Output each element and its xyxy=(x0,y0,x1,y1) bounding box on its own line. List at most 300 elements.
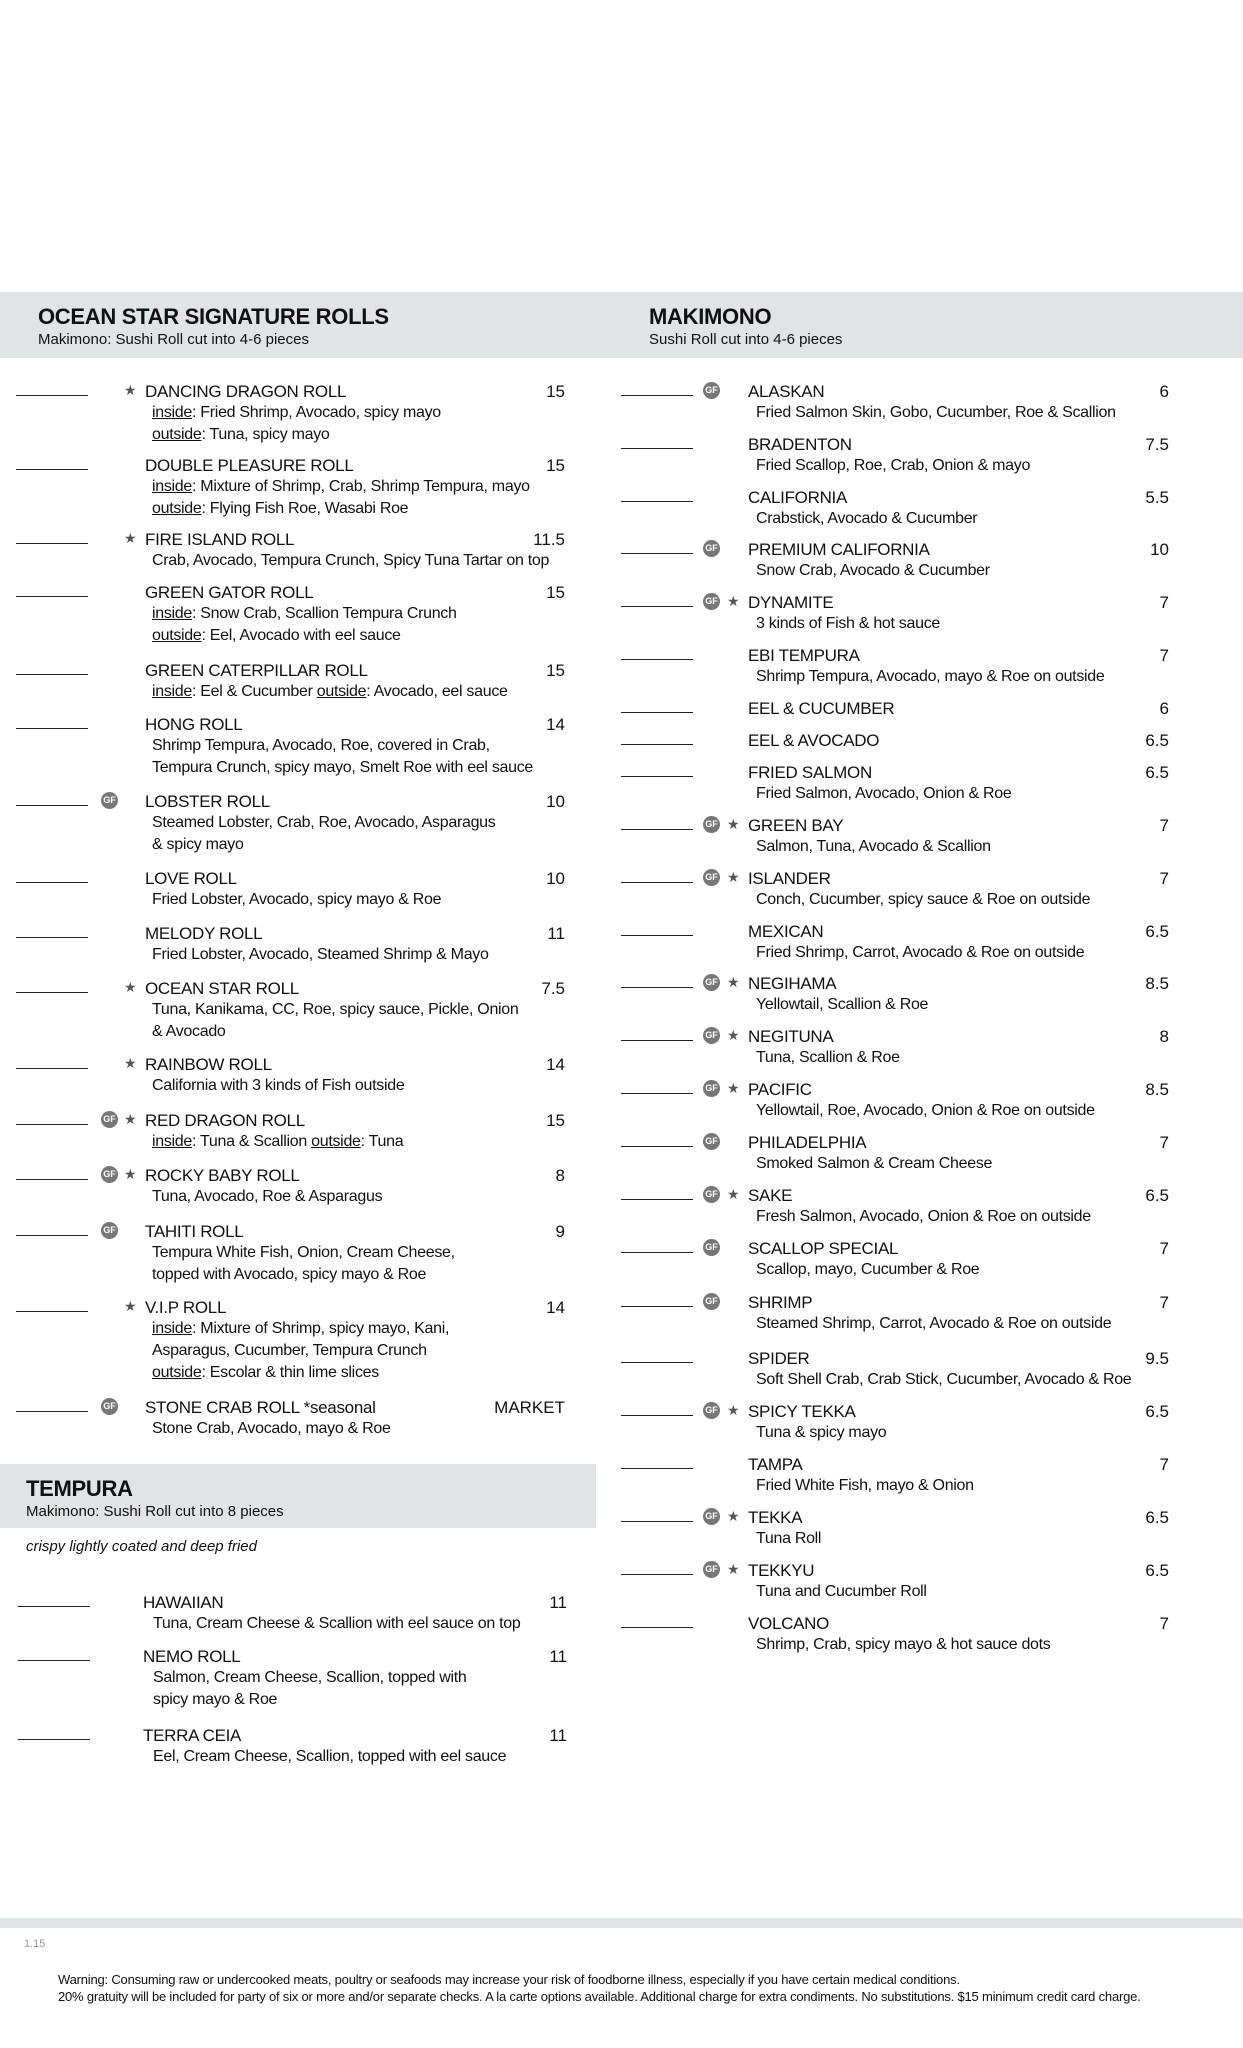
item-name: GREEN GATOR ROLL xyxy=(145,583,314,602)
version-label: 1.15 xyxy=(24,1938,46,1950)
underlined-label: outside xyxy=(152,500,202,517)
item-description xyxy=(152,424,330,446)
item-description xyxy=(152,681,508,703)
item-name: ISLANDER xyxy=(748,869,831,888)
item-description xyxy=(152,889,441,911)
star-icon: ★ xyxy=(727,1402,740,1418)
item-description xyxy=(756,783,1011,805)
item-description xyxy=(152,1242,455,1264)
warning-text: Warning: Consuming raw or undercooked meats, poultry or seafoods may increase your risk of foodborne illness, especially if you have certain medical conditions. xyxy=(58,1972,960,1987)
description-text: : Tuna xyxy=(360,1133,404,1150)
item-description xyxy=(152,1362,379,1384)
order-blank-line[interactable] xyxy=(16,728,88,729)
item-description xyxy=(756,1634,1051,1656)
item-description xyxy=(152,1418,391,1440)
underlined-label: outside xyxy=(316,683,367,700)
order-blank-line[interactable] xyxy=(16,1124,88,1125)
description-text: Yellowtail, Roe, Avocado, Onion & Roe on outside xyxy=(756,1102,1095,1119)
item-name: HONG ROLL xyxy=(145,715,243,734)
order-blank-line[interactable] xyxy=(621,1468,693,1469)
item-price: 14 xyxy=(546,715,565,734)
item-description xyxy=(756,836,991,858)
item-price: 7 xyxy=(1159,1239,1169,1258)
item-name: TEKKYU xyxy=(748,1561,815,1580)
description-text: Stone Crab, Avocado, mayo & Roe xyxy=(152,1420,391,1437)
star-icon: ★ xyxy=(124,1166,137,1182)
item-name: NEGIHAMA xyxy=(748,974,837,993)
description-text: : Tuna & Scallion xyxy=(192,1133,312,1150)
description-text: Tuna Roll xyxy=(756,1530,822,1547)
underlined-label: inside xyxy=(152,1133,193,1150)
item-name: PACIFIC xyxy=(748,1080,812,1099)
description-text: Conch, Cucumber, spicy sauce & Roe on outside xyxy=(756,891,1091,908)
description-text: Smoked Salmon & Cream Cheese xyxy=(756,1155,993,1172)
gluten-free-icon: GF xyxy=(703,1027,720,1044)
description-text: Crab, Avocado, Tempura Crunch, Spicy Tuna Tartar on top xyxy=(152,552,550,569)
order-blank-line[interactable] xyxy=(621,1093,693,1094)
item-description xyxy=(756,942,1084,964)
star-icon: ★ xyxy=(727,816,740,832)
item-description xyxy=(756,666,1104,688)
order-blank-line[interactable] xyxy=(18,1739,90,1740)
description-text: Asparagus, Cucumber, Tempura Crunch xyxy=(152,1342,427,1359)
section-title: TEMPURA xyxy=(26,1476,133,1501)
item-price: 8 xyxy=(555,1166,565,1185)
description-text: & Avocado xyxy=(152,1023,226,1040)
item-description xyxy=(153,1746,506,1768)
gluten-free-icon: GF xyxy=(703,1133,720,1150)
item-name: GREEN CATERPILLAR ROLL xyxy=(145,661,368,680)
order-blank-line[interactable] xyxy=(621,1415,693,1416)
description-text: Salmon, Tuna, Avocado & Scallion xyxy=(756,838,991,855)
item-description xyxy=(152,1318,449,1340)
description-text: Fried Scallop, Roe, Crab, Onion & mayo xyxy=(756,457,1031,474)
item-price: 8.5 xyxy=(1145,974,1169,993)
item-description xyxy=(152,603,457,625)
item-description xyxy=(152,402,441,424)
item-price: 6.5 xyxy=(1145,1186,1169,1205)
item-description xyxy=(756,508,977,530)
star-icon: ★ xyxy=(727,1080,740,1096)
description-text: : Avocado, eel sauce xyxy=(366,683,508,700)
tempura-header xyxy=(0,1464,596,1528)
description-text: : Flying Fish Roe, Wasabi Roe xyxy=(201,500,409,517)
signature-header xyxy=(0,292,612,358)
star-icon: ★ xyxy=(124,1298,137,1314)
gluten-free-icon: GF xyxy=(101,1166,118,1183)
underlined-label: inside xyxy=(152,1320,193,1337)
section-title: OCEAN STAR SIGNATURE ROLLS xyxy=(38,304,389,329)
order-blank-line[interactable] xyxy=(16,1235,88,1236)
description-text: Fried Shrimp, Carrot, Avocado & Roe on outside xyxy=(756,944,1085,961)
section-subtitle: Makimono: Sushi Roll cut into 4-6 pieces xyxy=(38,331,309,348)
item-price: 6.5 xyxy=(1145,922,1169,941)
order-blank-line[interactable] xyxy=(621,776,693,777)
star-icon: ★ xyxy=(727,1508,740,1524)
item-description xyxy=(756,613,940,635)
item-description xyxy=(756,560,990,582)
description-text: Snow Crab, Avocado & Cucumber xyxy=(756,562,990,579)
order-blank-line[interactable] xyxy=(621,882,693,883)
description-text: : Mixture of Shrimp, spicy mayo, Kani, xyxy=(192,1320,450,1337)
item-price: 15 xyxy=(546,661,565,680)
item-price: 10 xyxy=(546,792,565,811)
item-name: NEMO ROLL xyxy=(143,1647,241,1666)
item-name: SCALLOP SPECIAL xyxy=(748,1239,899,1258)
order-blank-line[interactable] xyxy=(16,1411,88,1412)
item-price: 14 xyxy=(546,1298,565,1317)
item-description xyxy=(756,1528,821,1550)
item-description xyxy=(756,455,1030,477)
item-price: 6.5 xyxy=(1145,1402,1169,1421)
order-blank-line[interactable] xyxy=(621,448,693,449)
item-price: 9.5 xyxy=(1145,1349,1169,1368)
underlined-label: outside xyxy=(311,1133,361,1150)
item-price: 10 xyxy=(546,869,565,888)
description-text: Fresh Salmon, Avocado, Onion & Roe on outside xyxy=(756,1208,1091,1225)
underlined-label: outside xyxy=(152,426,202,443)
item-name: NEGITUNA xyxy=(748,1027,834,1046)
item-price: 6.5 xyxy=(1145,1561,1169,1580)
star-icon: ★ xyxy=(727,1027,740,1043)
description-text: Tuna and Cucumber Roll xyxy=(756,1583,927,1600)
gluten-free-icon: GF xyxy=(703,816,720,833)
item-name: VOLCANO xyxy=(748,1614,830,1633)
order-blank-line[interactable] xyxy=(621,1627,693,1628)
item-description xyxy=(756,1153,992,1175)
order-blank-line[interactable] xyxy=(16,805,88,806)
description-text: Soft Shell Crab, Crab Stick, Cucumber, Avocado & Roe xyxy=(756,1371,1132,1388)
item-name: TAMPA xyxy=(748,1455,803,1474)
item-description xyxy=(152,1021,226,1043)
item-name: OCEAN STAR ROLL xyxy=(145,979,299,998)
description-text: Crabstick, Avocado & Cucumber xyxy=(756,510,978,527)
description-text: Yellowtail, Scallion & Roe xyxy=(756,996,929,1013)
item-description xyxy=(756,402,1116,424)
description-text: Tuna, Cream Cheese & Scallion with eel sauce on top xyxy=(153,1615,521,1632)
order-blank-line[interactable] xyxy=(16,882,88,883)
underlined-label: inside xyxy=(152,605,193,622)
order-blank-line[interactable] xyxy=(621,606,693,607)
description-text: Steamed Lobster, Crab, Roe, Avocado, Asparagus xyxy=(152,814,496,831)
underlined-label: inside xyxy=(152,683,193,700)
item-name: PREMIUM CALIFORNIA xyxy=(748,540,930,559)
item-name: FIRE ISLAND ROLL xyxy=(145,530,295,549)
item-price: 15 xyxy=(546,382,565,401)
item-price: 11 xyxy=(549,1726,567,1745)
order-blank-line[interactable] xyxy=(621,1252,693,1253)
description-text: : Escolar & thin lime slices xyxy=(201,1364,379,1381)
item-price: 7 xyxy=(1159,1614,1169,1633)
item-price: 6 xyxy=(1159,699,1169,718)
item-description xyxy=(153,1613,520,1635)
description-text: Tuna & spicy mayo xyxy=(756,1424,887,1441)
underlined-label: outside xyxy=(152,1364,202,1381)
order-blank-line[interactable] xyxy=(621,1521,693,1522)
item-name: EBI TEMPURA xyxy=(748,646,860,665)
gratuity-text: 20% gratuity will be included for party of six or more and/or separate checks. A la carte options available. Additional charge for extra condiments. No substitutions. $15 minimum credit card charge. xyxy=(58,1989,1141,2004)
gluten-free-icon: GF xyxy=(703,1239,720,1256)
item-price: 6.5 xyxy=(1145,1508,1169,1527)
item-description xyxy=(152,735,490,757)
item-price: 7.5 xyxy=(541,979,565,998)
item-description xyxy=(152,476,530,498)
order-blank-line[interactable] xyxy=(621,553,693,554)
order-blank-line[interactable] xyxy=(621,501,693,502)
gluten-free-icon: GF xyxy=(703,382,720,399)
description-text: : Fried Shrimp, Avocado, spicy mayo xyxy=(192,404,441,421)
item-name: HAWAIIAN xyxy=(143,1593,224,1612)
item-description xyxy=(152,550,549,572)
item-name: PHILADELPHIA xyxy=(748,1133,867,1152)
item-description xyxy=(153,1689,277,1711)
gluten-free-icon: GF xyxy=(101,1111,118,1128)
gluten-free-icon: GF xyxy=(703,1402,720,1419)
item-description xyxy=(152,812,495,834)
item-price: 15 xyxy=(546,456,565,475)
gluten-free-icon: GF xyxy=(101,1222,118,1239)
item-description xyxy=(152,1264,426,1286)
section-subtitle: Sushi Roll cut into 4-6 pieces xyxy=(649,331,843,348)
order-blank-line[interactable] xyxy=(18,1660,90,1661)
item-price: 7 xyxy=(1159,869,1169,888)
star-icon: ★ xyxy=(124,530,137,546)
order-blank-line[interactable] xyxy=(16,937,88,938)
item-name: DYNAMITE xyxy=(748,593,834,612)
item-description xyxy=(152,498,408,520)
order-blank-line[interactable] xyxy=(621,1306,693,1307)
item-description xyxy=(152,1075,404,1097)
underlined-label: inside xyxy=(152,478,193,495)
item-name: STONE CRAB ROLL *seasonal xyxy=(145,1398,376,1417)
item-name: LOVE ROLL xyxy=(145,869,237,888)
item-price: 7 xyxy=(1159,1293,1169,1312)
description-text: Shrimp Tempura, Avocado, mayo & Roe on outside xyxy=(756,668,1105,685)
item-price: 14 xyxy=(546,1055,565,1074)
order-blank-line[interactable] xyxy=(16,469,88,470)
order-blank-line[interactable] xyxy=(621,744,693,745)
item-name: MELODY ROLL xyxy=(145,924,263,943)
star-icon: ★ xyxy=(727,1561,740,1577)
gluten-free-icon: GF xyxy=(101,792,118,809)
item-description xyxy=(756,1475,974,1497)
item-price: 15 xyxy=(546,1111,565,1130)
description-text: Scallop, mayo, Cucumber & Roe xyxy=(756,1261,980,1278)
description-text: Steamed Shrimp, Carrot, Avocado & Roe on outside xyxy=(756,1315,1112,1332)
item-name: MEXICAN xyxy=(748,922,824,941)
item-description xyxy=(152,1186,382,1208)
gluten-free-icon: GF xyxy=(703,1080,720,1097)
item-price: 10 xyxy=(1150,540,1169,559)
item-price: 11.5 xyxy=(533,530,565,549)
order-blank-line[interactable] xyxy=(621,659,693,660)
description-text: Shrimp, Crab, spicy mayo & hot sauce dots xyxy=(756,1636,1051,1653)
gluten-free-icon: GF xyxy=(703,593,720,610)
description-text: Fried White Fish, mayo & Onion xyxy=(756,1477,974,1494)
item-description xyxy=(756,1313,1111,1335)
item-price: 6.5 xyxy=(1145,731,1169,750)
gluten-free-icon: GF xyxy=(703,1293,720,1310)
order-blank-line[interactable] xyxy=(621,935,693,936)
item-name: EEL & CUCUMBER xyxy=(748,699,895,718)
description-text: & spicy mayo xyxy=(152,836,244,853)
item-description xyxy=(152,625,401,647)
description-text: : Eel, Avocado with eel sauce xyxy=(201,627,401,644)
description-text: Fried Lobster, Avocado, Steamed Shrimp & Mayo xyxy=(152,946,489,963)
item-price: 7 xyxy=(1159,816,1169,835)
section-subtitle: Makimono: Sushi Roll cut into 8 pieces xyxy=(26,1503,284,1520)
item-description xyxy=(756,1369,1131,1391)
description-text: California with 3 kinds of Fish outside xyxy=(152,1077,405,1094)
order-blank-line[interactable] xyxy=(621,1040,693,1041)
item-price: 8 xyxy=(1159,1027,1169,1046)
order-blank-line[interactable] xyxy=(621,987,693,988)
item-name: GREEN BAY xyxy=(748,816,844,835)
item-description xyxy=(152,757,533,779)
gluten-free-icon: GF xyxy=(101,1398,118,1415)
item-description xyxy=(152,1131,403,1153)
item-description xyxy=(756,889,1090,911)
item-name: ALASKAN xyxy=(748,382,825,401)
item-name: V.I.P ROLL xyxy=(145,1298,227,1317)
item-description xyxy=(756,1047,900,1069)
item-description xyxy=(756,1259,979,1281)
description-text: Shrimp Tempura, Avocado, Roe, covered in Crab, xyxy=(152,737,490,754)
star-icon: ★ xyxy=(124,1111,137,1127)
item-name: FRIED SALMON xyxy=(748,763,872,782)
item-price: 15 xyxy=(546,583,565,602)
item-description xyxy=(153,1667,467,1689)
item-name: RED DRAGON ROLL xyxy=(145,1111,305,1130)
star-icon: ★ xyxy=(727,1186,740,1202)
item-price: 5.5 xyxy=(1145,488,1169,507)
item-price: 11 xyxy=(549,1593,567,1612)
description-text: spicy mayo & Roe xyxy=(153,1691,278,1708)
item-price: 7.5 xyxy=(1145,435,1169,454)
description-text: Fried Lobster, Avocado, spicy mayo & Roe xyxy=(152,891,442,908)
item-description xyxy=(756,994,928,1016)
description-text: Tuna, Scallion & Roe xyxy=(756,1049,900,1066)
item-description xyxy=(756,1422,886,1444)
item-name: BRADENTON xyxy=(748,435,852,454)
order-blank-line[interactable] xyxy=(16,1068,88,1069)
order-blank-line[interactable] xyxy=(621,1574,693,1575)
item-name: RAINBOW ROLL xyxy=(145,1055,272,1074)
item-name: LOBSTER ROLL xyxy=(145,792,270,811)
item-name: SPIDER xyxy=(748,1349,810,1368)
star-icon: ★ xyxy=(727,869,740,885)
item-description xyxy=(756,1581,927,1603)
order-blank-line[interactable] xyxy=(621,395,693,396)
item-name: DANCING DRAGON ROLL xyxy=(145,382,347,401)
underlined-label: outside xyxy=(152,627,202,644)
description-text: : Tuna, spicy mayo xyxy=(201,426,330,443)
item-price: 7 xyxy=(1159,1455,1169,1474)
order-blank-line[interactable] xyxy=(621,1146,693,1147)
description-text: 3 kinds of Fish & hot sauce xyxy=(756,615,941,632)
item-price: 7 xyxy=(1159,593,1169,612)
item-name: TAHITI ROLL xyxy=(145,1222,244,1241)
item-price: 6 xyxy=(1159,382,1169,401)
order-blank-line[interactable] xyxy=(16,543,88,544)
item-price: 11 xyxy=(547,924,565,943)
order-blank-line[interactable] xyxy=(621,1199,693,1200)
gluten-free-icon: GF xyxy=(703,1561,720,1578)
item-name: SPICY TEKKA xyxy=(748,1402,856,1421)
item-name: SHRIMP xyxy=(748,1293,813,1312)
description-text: topped with Avocado, spicy mayo & Roe xyxy=(152,1266,427,1283)
order-blank-line[interactable] xyxy=(16,1311,88,1312)
description-text: Tuna, Kanikama, CC, Roe, spicy sauce, Pickle, Onion xyxy=(152,1001,519,1018)
order-blank-line[interactable] xyxy=(621,829,693,830)
description-text: Tempura Crunch, spicy mayo, Smelt Roe with eel sauce xyxy=(152,759,534,776)
description-text: : Mixture of Shrimp, Crab, Shrimp Tempura, mayo xyxy=(192,478,530,495)
gluten-free-icon: GF xyxy=(703,1508,720,1525)
item-name: TERRA CEIA xyxy=(143,1726,242,1745)
star-icon: ★ xyxy=(727,593,740,609)
order-blank-line[interactable] xyxy=(621,712,693,713)
item-description xyxy=(756,1100,1095,1122)
item-name: EEL & AVOCADO xyxy=(748,731,880,750)
order-blank-line[interactable] xyxy=(16,674,88,675)
item-description xyxy=(152,944,489,966)
underlined-label: inside xyxy=(152,404,193,421)
item-name: ROCKY BABY ROLL xyxy=(145,1166,300,1185)
item-price: 7 xyxy=(1159,646,1169,665)
item-price: 9 xyxy=(555,1222,565,1241)
description-text: Fried Salmon Skin, Gobo, Cucumber, Roe & Scallion xyxy=(756,404,1116,421)
footer-divider xyxy=(0,1918,1243,1928)
order-blank-line[interactable] xyxy=(16,596,88,597)
description-text: Tempura White Fish, Onion, Cream Cheese, xyxy=(152,1244,455,1261)
item-price: MARKET xyxy=(494,1398,565,1417)
order-blank-line[interactable] xyxy=(16,1179,88,1180)
star-icon: ★ xyxy=(124,1055,137,1071)
description-text: : Snow Crab, Scallion Tempura Crunch xyxy=(192,605,457,622)
order-blank-line[interactable] xyxy=(18,1606,90,1607)
description-text: Tuna, Avocado, Roe & Asparagus xyxy=(152,1188,383,1205)
item-description xyxy=(152,1340,427,1362)
item-price: 7 xyxy=(1159,1133,1169,1152)
star-icon: ★ xyxy=(124,979,137,995)
item-name: TEKKA xyxy=(748,1508,803,1527)
item-description xyxy=(152,834,244,856)
description-text: Eel, Cream Cheese, Scallion, topped with eel sauce xyxy=(153,1748,507,1765)
gluten-free-icon: GF xyxy=(703,1186,720,1203)
description-text: Salmon, Cream Cheese, Scallion, topped with xyxy=(153,1669,467,1686)
section-title: MAKIMONO xyxy=(649,304,772,329)
item-description xyxy=(152,999,519,1021)
gluten-free-icon: GF xyxy=(703,540,720,557)
item-price: 8.5 xyxy=(1145,1080,1169,1099)
item-price: 11 xyxy=(549,1647,567,1666)
item-name: DOUBLE PLEASURE ROLL xyxy=(145,456,354,475)
item-name: CALIFORNIA xyxy=(748,488,848,507)
gluten-free-icon: GF xyxy=(703,869,720,886)
description-text: Fried Salmon, Avocado, Onion & Roe xyxy=(756,785,1012,802)
item-description xyxy=(756,1206,1091,1228)
order-blank-line[interactable] xyxy=(621,1362,693,1363)
star-icon: ★ xyxy=(124,382,137,398)
star-icon: ★ xyxy=(727,974,740,990)
order-blank-line[interactable] xyxy=(16,395,88,396)
tempura-note: crispy lightly coated and deep fried xyxy=(26,1538,257,1555)
item-price: 6.5 xyxy=(1145,763,1169,782)
gluten-free-icon: GF xyxy=(703,974,720,991)
description-text: : Eel & Cucumber xyxy=(192,683,317,700)
makimono-header xyxy=(612,292,1243,358)
order-blank-line[interactable] xyxy=(16,992,88,993)
